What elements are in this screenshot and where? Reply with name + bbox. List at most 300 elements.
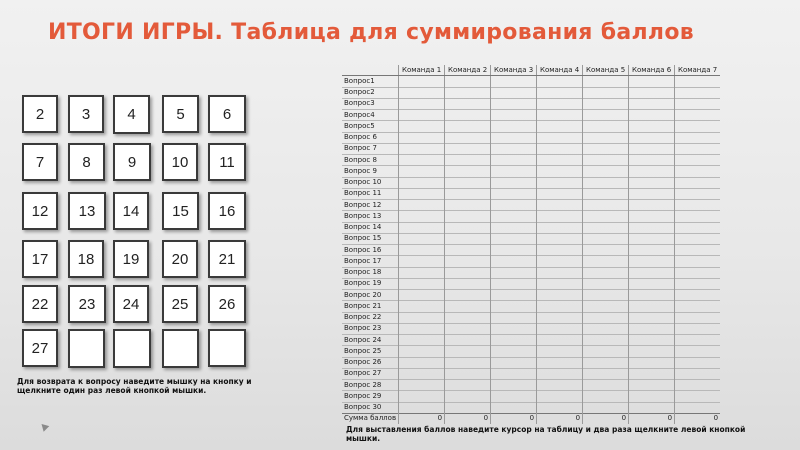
- question-label: Вопрос3: [342, 98, 399, 109]
- score-cell[interactable]: [445, 211, 491, 222]
- score-cell[interactable]: [537, 301, 583, 312]
- score-cell[interactable]: [629, 368, 675, 379]
- score-cell[interactable]: [537, 222, 583, 233]
- question-button-21[interactable]: 21: [208, 240, 246, 278]
- question-label: Вопрос 16: [342, 245, 399, 256]
- score-cell[interactable]: [491, 323, 537, 334]
- total-value: 0: [445, 413, 491, 424]
- score-cell[interactable]: [583, 155, 629, 166]
- score-cell[interactable]: [583, 402, 629, 413]
- score-cell[interactable]: [491, 155, 537, 166]
- score-cell[interactable]: [629, 335, 675, 346]
- score-cell[interactable]: [537, 256, 583, 267]
- score-cell[interactable]: [445, 155, 491, 166]
- score-cell[interactable]: [583, 132, 629, 143]
- score-cell[interactable]: [629, 402, 675, 413]
- question-button-10[interactable]: 10: [162, 143, 198, 181]
- score-cell[interactable]: [629, 87, 675, 98]
- table-row: [342, 402, 720, 413]
- total-value: 0: [675, 413, 721, 424]
- score-cell[interactable]: [491, 402, 537, 413]
- score-cell[interactable]: [583, 368, 629, 379]
- score-cell[interactable]: [629, 290, 675, 301]
- score-cell[interactable]: [537, 177, 583, 188]
- question-label: Вопрос2: [342, 87, 399, 98]
- score-cell[interactable]: [675, 233, 721, 244]
- score-cell[interactable]: [399, 245, 445, 256]
- score-cell[interactable]: [399, 380, 445, 391]
- score-cell[interactable]: [491, 76, 537, 87]
- score-cell[interactable]: [445, 256, 491, 267]
- question-label: Вопрос5: [342, 121, 399, 132]
- score-cell[interactable]: [491, 200, 537, 211]
- question-button-26[interactable]: 26: [208, 285, 246, 323]
- score-cell[interactable]: [675, 312, 721, 323]
- question-button-8[interactable]: 8: [68, 143, 105, 181]
- table-header-row: [342, 65, 720, 76]
- score-cell[interactable]: [537, 121, 583, 132]
- question-button-16[interactable]: 16: [208, 192, 246, 230]
- score-cell[interactable]: [491, 132, 537, 143]
- score-cell[interactable]: [399, 200, 445, 211]
- score-cell[interactable]: [491, 166, 537, 177]
- score-cell[interactable]: [629, 301, 675, 312]
- score-cell[interactable]: [399, 132, 445, 143]
- total-value: 0: [537, 413, 583, 424]
- question-label: Вопрос 25: [342, 346, 399, 357]
- score-cell[interactable]: [583, 346, 629, 357]
- score-cell[interactable]: [491, 222, 537, 233]
- table-row: [342, 155, 720, 166]
- score-cell[interactable]: [399, 155, 445, 166]
- score-cell[interactable]: [675, 121, 721, 132]
- score-cell[interactable]: [583, 245, 629, 256]
- question-button-20[interactable]: 20: [162, 240, 198, 278]
- score-cell[interactable]: [675, 166, 721, 177]
- question-button-6[interactable]: 6: [208, 95, 246, 133]
- question-label: Вопрос 17: [342, 256, 399, 267]
- score-cell[interactable]: [445, 222, 491, 233]
- score-cell[interactable]: [537, 155, 583, 166]
- score-cell[interactable]: [491, 368, 537, 379]
- score-cell[interactable]: [629, 278, 675, 289]
- score-cell[interactable]: [629, 391, 675, 402]
- question-button-11[interactable]: 11: [208, 143, 246, 181]
- score-cell[interactable]: [399, 357, 445, 368]
- score-cell[interactable]: [491, 301, 537, 312]
- question-button-12[interactable]: 12: [22, 192, 58, 230]
- score-cell[interactable]: [675, 368, 721, 379]
- score-cell[interactable]: [629, 222, 675, 233]
- score-cell[interactable]: [537, 380, 583, 391]
- score-cell[interactable]: [629, 188, 675, 199]
- score-cell[interactable]: [537, 267, 583, 278]
- header-corner: [342, 65, 399, 76]
- table-row: [342, 121, 720, 132]
- score-table[interactable]: [342, 65, 720, 424]
- question-button-17[interactable]: 17: [22, 240, 58, 278]
- score-cell[interactable]: [583, 380, 629, 391]
- score-cell[interactable]: [675, 110, 721, 121]
- score-cell[interactable]: [399, 368, 445, 379]
- score-cell[interactable]: [583, 391, 629, 402]
- score-cell[interactable]: [675, 267, 721, 278]
- score-cell[interactable]: [537, 323, 583, 334]
- total-value: 0: [491, 413, 537, 424]
- score-cell[interactable]: [629, 76, 675, 87]
- question-button-blank[interactable]: [208, 329, 246, 367]
- score-cell[interactable]: [399, 301, 445, 312]
- score-cell[interactable]: [675, 357, 721, 368]
- score-cell[interactable]: [537, 166, 583, 177]
- score-cell[interactable]: [583, 222, 629, 233]
- score-cell[interactable]: [675, 155, 721, 166]
- score-cell[interactable]: [445, 335, 491, 346]
- question-button-5[interactable]: 5: [162, 95, 199, 133]
- score-cell[interactable]: [583, 200, 629, 211]
- score-cell[interactable]: [399, 391, 445, 402]
- score-cell[interactable]: [629, 211, 675, 222]
- question-button-7[interactable]: 7: [22, 143, 58, 181]
- score-cell[interactable]: [537, 87, 583, 98]
- table-row: [342, 166, 720, 177]
- score-cell[interactable]: [629, 155, 675, 166]
- question-button-13[interactable]: 13: [68, 192, 106, 230]
- question-button-25[interactable]: 25: [162, 285, 198, 323]
- score-cell[interactable]: [629, 380, 675, 391]
- score-cell[interactable]: [445, 290, 491, 301]
- question-label: Вопрос 27: [342, 368, 399, 379]
- score-cell[interactable]: [491, 267, 537, 278]
- question-label: Вопрос 28: [342, 380, 399, 391]
- score-cell[interactable]: [675, 143, 721, 154]
- score-cell[interactable]: [399, 121, 445, 132]
- score-cell[interactable]: [675, 335, 721, 346]
- score-cell[interactable]: [675, 188, 721, 199]
- score-cell[interactable]: [491, 233, 537, 244]
- score-cell[interactable]: [537, 143, 583, 154]
- question-label: Вопрос 7: [342, 143, 399, 154]
- table-row: [342, 290, 720, 301]
- question-button-18[interactable]: 18: [68, 240, 104, 278]
- score-cell[interactable]: [583, 166, 629, 177]
- score-cell[interactable]: [583, 211, 629, 222]
- table-row: [342, 233, 720, 244]
- score-cell[interactable]: [583, 87, 629, 98]
- score-cell[interactable]: [445, 177, 491, 188]
- score-cell[interactable]: [583, 323, 629, 334]
- team-header-5: Команда 5: [583, 65, 629, 76]
- score-cell[interactable]: [629, 132, 675, 143]
- score-cell[interactable]: [445, 357, 491, 368]
- score-cell[interactable]: [399, 222, 445, 233]
- score-cell[interactable]: [399, 312, 445, 323]
- score-cell[interactable]: [445, 132, 491, 143]
- score-cell[interactable]: [675, 301, 721, 312]
- score-cell[interactable]: [445, 98, 491, 109]
- score-cell[interactable]: [583, 256, 629, 267]
- score-cell[interactable]: [583, 143, 629, 154]
- question-button-blank[interactable]: [162, 329, 199, 368]
- score-cell[interactable]: [445, 267, 491, 278]
- score-cell[interactable]: [537, 335, 583, 346]
- score-cell[interactable]: [537, 233, 583, 244]
- score-cell[interactable]: [491, 380, 537, 391]
- question-button-3[interactable]: 3: [68, 95, 104, 133]
- team-header-4: Команда 4: [537, 65, 583, 76]
- score-cell[interactable]: [537, 402, 583, 413]
- score-cell[interactable]: [491, 87, 537, 98]
- score-cell[interactable]: [629, 143, 675, 154]
- score-cell[interactable]: [399, 335, 445, 346]
- score-cell[interactable]: [445, 121, 491, 132]
- score-cell[interactable]: [583, 121, 629, 132]
- score-cell[interactable]: [675, 245, 721, 256]
- score-cell[interactable]: [399, 110, 445, 121]
- question-button-4[interactable]: 4: [113, 95, 150, 134]
- question-label: Вопрос 22: [342, 312, 399, 323]
- question-label: Вопрос 15: [342, 233, 399, 244]
- score-cell[interactable]: [491, 335, 537, 346]
- score-cell[interactable]: [629, 177, 675, 188]
- score-cell[interactable]: [675, 380, 721, 391]
- score-cell[interactable]: [675, 76, 721, 87]
- score-cell[interactable]: [445, 200, 491, 211]
- table-row: [342, 312, 720, 323]
- table-row: [342, 245, 720, 256]
- score-cell[interactable]: [675, 323, 721, 334]
- score-cell[interactable]: [583, 110, 629, 121]
- score-cell[interactable]: [445, 346, 491, 357]
- score-cell[interactable]: [445, 76, 491, 87]
- score-cell[interactable]: [491, 312, 537, 323]
- score-cell[interactable]: [537, 357, 583, 368]
- score-cell[interactable]: [629, 346, 675, 357]
- score-cell[interactable]: [583, 301, 629, 312]
- table-row: [342, 188, 720, 199]
- score-cell[interactable]: [399, 211, 445, 222]
- score-cell[interactable]: [629, 267, 675, 278]
- score-cell[interactable]: [537, 98, 583, 109]
- score-cell[interactable]: [399, 87, 445, 98]
- question-label: Вопрос 24: [342, 335, 399, 346]
- score-cell[interactable]: [537, 211, 583, 222]
- score-cell[interactable]: [491, 177, 537, 188]
- score-cell[interactable]: [537, 278, 583, 289]
- question-button-19[interactable]: 19: [113, 240, 149, 278]
- team-header-6: Команда 6: [629, 65, 675, 76]
- score-cell[interactable]: [445, 402, 491, 413]
- score-cell[interactable]: [583, 188, 629, 199]
- score-cell[interactable]: [629, 357, 675, 368]
- question-button-blank[interactable]: [113, 329, 151, 368]
- score-cell[interactable]: [675, 346, 721, 357]
- question-label: Вопрос1: [342, 76, 399, 87]
- score-cell[interactable]: [537, 110, 583, 121]
- score-cell[interactable]: [399, 233, 445, 244]
- score-cell[interactable]: [491, 391, 537, 402]
- score-cell[interactable]: [399, 346, 445, 357]
- table-row: [342, 143, 720, 154]
- score-cell[interactable]: [445, 233, 491, 244]
- total-value: 0: [629, 413, 675, 424]
- score-cell[interactable]: [491, 143, 537, 154]
- score-cell[interactable]: [491, 188, 537, 199]
- score-cell[interactable]: [537, 132, 583, 143]
- score-cell[interactable]: [583, 98, 629, 109]
- score-cell[interactable]: [399, 188, 445, 199]
- table-row: [342, 76, 720, 87]
- score-cell[interactable]: [537, 188, 583, 199]
- score-cell[interactable]: [445, 110, 491, 121]
- score-cell[interactable]: [629, 121, 675, 132]
- score-cell[interactable]: [445, 166, 491, 177]
- score-cell[interactable]: [583, 233, 629, 244]
- question-button-22[interactable]: 22: [22, 285, 58, 323]
- navigation-arrow-icon[interactable]: [39, 421, 50, 432]
- score-cell[interactable]: [537, 245, 583, 256]
- score-cell[interactable]: [629, 312, 675, 323]
- score-cell[interactable]: [583, 357, 629, 368]
- score-cell[interactable]: [399, 290, 445, 301]
- table-row: [342, 357, 720, 368]
- question-button-24[interactable]: 24: [113, 285, 149, 323]
- question-button-2[interactable]: 2: [22, 95, 58, 133]
- score-cell[interactable]: [583, 290, 629, 301]
- score-cell[interactable]: [445, 391, 491, 402]
- score-cell[interactable]: [629, 256, 675, 267]
- score-cell[interactable]: [491, 110, 537, 121]
- score-cell[interactable]: [491, 256, 537, 267]
- score-cell[interactable]: [583, 312, 629, 323]
- table-row: [342, 278, 720, 289]
- score-cell[interactable]: [399, 278, 445, 289]
- score-cell[interactable]: [583, 76, 629, 87]
- score-cell[interactable]: [537, 290, 583, 301]
- question-button-14[interactable]: 14: [113, 192, 149, 230]
- score-cell[interactable]: [399, 256, 445, 267]
- table-row: [342, 368, 720, 379]
- score-cell[interactable]: [675, 200, 721, 211]
- score-cell[interactable]: [675, 177, 721, 188]
- question-label: Вопрос 12: [342, 200, 399, 211]
- score-cell[interactable]: [675, 211, 721, 222]
- score-cell[interactable]: [675, 290, 721, 301]
- score-cell[interactable]: [675, 98, 721, 109]
- table-row: [342, 87, 720, 98]
- score-cell[interactable]: [675, 132, 721, 143]
- table-row: [342, 335, 720, 346]
- score-cell[interactable]: [537, 312, 583, 323]
- score-cell[interactable]: [629, 200, 675, 211]
- question-label: Вопрос 13: [342, 211, 399, 222]
- score-cell[interactable]: [629, 323, 675, 334]
- question-label: Вопрос 9: [342, 166, 399, 177]
- score-cell[interactable]: [445, 87, 491, 98]
- table-row: [342, 98, 720, 109]
- score-cell[interactable]: [583, 177, 629, 188]
- score-cell[interactable]: [445, 301, 491, 312]
- score-cell[interactable]: [491, 121, 537, 132]
- score-cell[interactable]: [675, 256, 721, 267]
- question-button-23[interactable]: 23: [68, 285, 106, 323]
- score-cell[interactable]: [583, 335, 629, 346]
- score-cell[interactable]: [675, 222, 721, 233]
- score-cell[interactable]: [491, 278, 537, 289]
- score-cell[interactable]: [629, 110, 675, 121]
- score-cell[interactable]: [537, 368, 583, 379]
- score-cell[interactable]: [445, 245, 491, 256]
- total-value: 0: [583, 413, 629, 424]
- score-cell[interactable]: [491, 245, 537, 256]
- team-header-1: Команда 1: [399, 65, 445, 76]
- score-cell[interactable]: [629, 233, 675, 244]
- score-cell[interactable]: [537, 76, 583, 87]
- score-cell[interactable]: [399, 323, 445, 334]
- table-row: [342, 323, 720, 334]
- table-row: [342, 177, 720, 188]
- score-cell[interactable]: [445, 278, 491, 289]
- score-cell[interactable]: [399, 267, 445, 278]
- team-header-3: Команда 3: [491, 65, 537, 76]
- question-button-15[interactable]: 15: [162, 192, 199, 230]
- question-label: Вопрос 23: [342, 323, 399, 334]
- score-cell[interactable]: [445, 143, 491, 154]
- score-cell[interactable]: [445, 312, 491, 323]
- question-label: Вопрос 26: [342, 357, 399, 368]
- score-cell[interactable]: [537, 391, 583, 402]
- score-cell[interactable]: [399, 76, 445, 87]
- score-cell[interactable]: [675, 278, 721, 289]
- score-cell[interactable]: [491, 357, 537, 368]
- score-cell[interactable]: [399, 402, 445, 413]
- score-cell[interactable]: [537, 200, 583, 211]
- score-cell[interactable]: [629, 245, 675, 256]
- score-cell[interactable]: [583, 267, 629, 278]
- question-label: Вопрос 18: [342, 267, 399, 278]
- score-cell[interactable]: [629, 166, 675, 177]
- score-cell[interactable]: [675, 391, 721, 402]
- question-button-blank[interactable]: [68, 329, 105, 368]
- score-cell[interactable]: [537, 346, 583, 357]
- score-cell[interactable]: [445, 380, 491, 391]
- score-cell[interactable]: [583, 278, 629, 289]
- score-cell[interactable]: [491, 98, 537, 109]
- score-cell[interactable]: [491, 211, 537, 222]
- score-cell[interactable]: [445, 323, 491, 334]
- score-cell[interactable]: [399, 166, 445, 177]
- score-cell[interactable]: [491, 346, 537, 357]
- score-cell[interactable]: [675, 402, 721, 413]
- table-row: [342, 132, 720, 143]
- score-cell[interactable]: [399, 98, 445, 109]
- question-button-27[interactable]: 27: [22, 329, 58, 367]
- score-cell[interactable]: [629, 98, 675, 109]
- score-cell[interactable]: [399, 143, 445, 154]
- table-row: [342, 256, 720, 267]
- score-cell[interactable]: [491, 290, 537, 301]
- question-label: Вопрос 19: [342, 278, 399, 289]
- score-cell[interactable]: [445, 188, 491, 199]
- table-row: [342, 110, 720, 121]
- score-cell[interactable]: [445, 368, 491, 379]
- question-label: Вопрос 6: [342, 132, 399, 143]
- score-cell[interactable]: [675, 87, 721, 98]
- score-cell[interactable]: [399, 177, 445, 188]
- team-header-7: Команда 7: [675, 65, 721, 76]
- total-label: Сумма баллов: [342, 413, 399, 424]
- question-button-9[interactable]: 9: [113, 143, 151, 181]
